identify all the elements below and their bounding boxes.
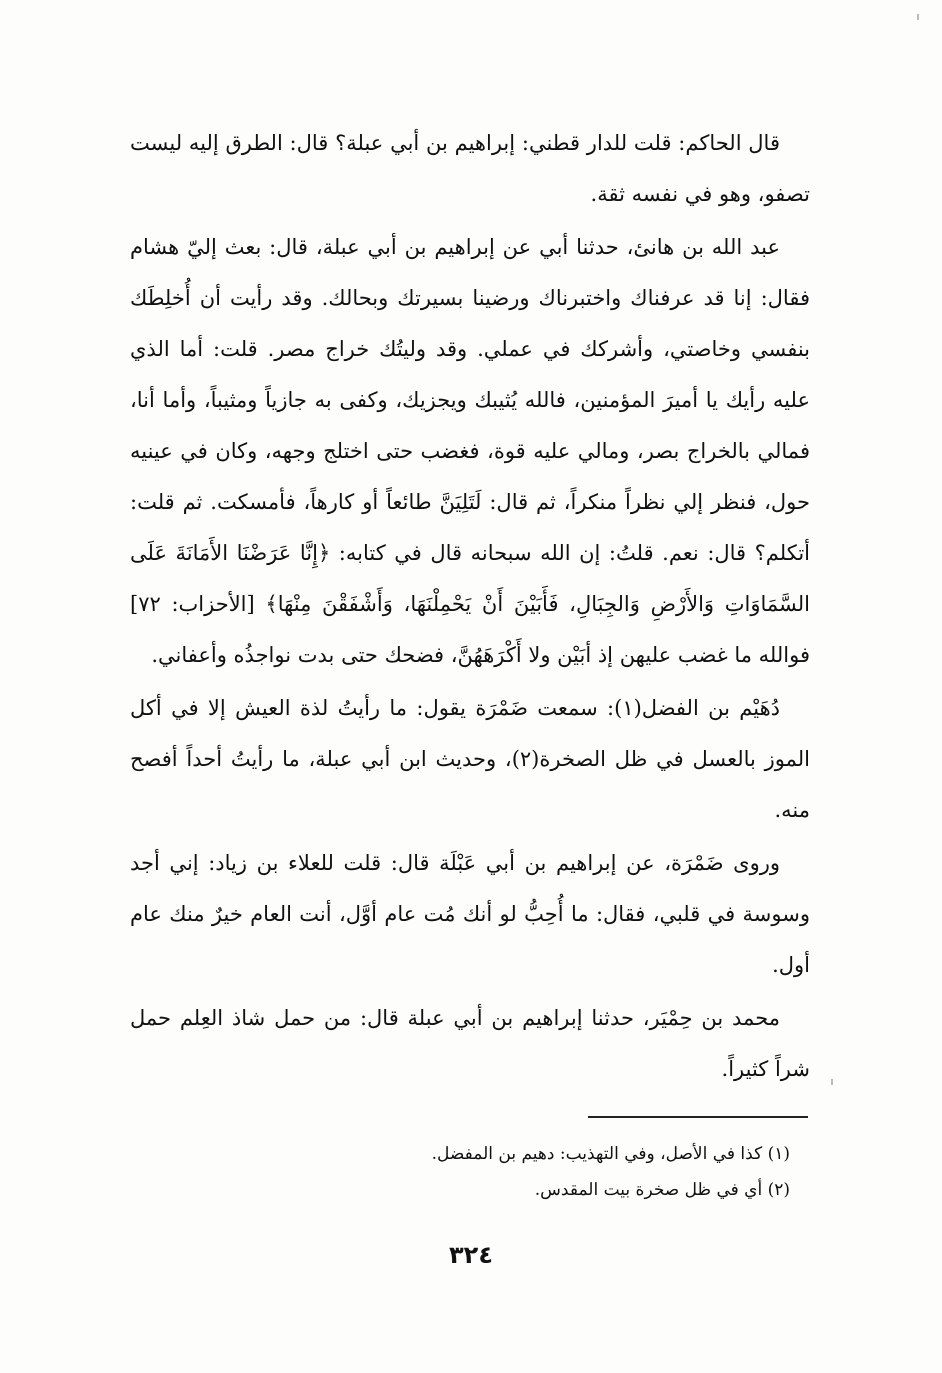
page-number: ٣٢٤	[449, 1241, 493, 1269]
footnote: (٢) أي في ظل صخرة بيت المقدس.	[534, 1180, 790, 1200]
paragraph: وروى ضَمْرَة، عن إبراهيم بن أبي عَبْلَة قال: قلت للعلاء بن زياد: إني أجد وسوسة في قلبي، فقال: ما أُحِبُّ لو أنك مُت عام أوَّل، أنت العام خيرٌ منك عام أول.	[130, 851, 810, 977]
footnote-divider	[588, 1116, 808, 1118]
paragraph: عبد الله بن هانئ، حدثنا أبي عن إبراهيم بن أبي عبلة، قال: بعث إليّ هشام فقال: إنا قد عرفناك واختبرناك ورضينا بسيرتك وبحالك. وقد رأيت أن أُخلِطَك بنفسي وخاصتي، وأشركك في عملي. وقد وليتُك خراج مصر. قلت: أما الذي عليه رأيك يا أميرَ المؤمنين، فالله يُثيبك ويجزيك، وكفى به جازياً ومثيباً، وأما أنا، فمالي بالخراج بصر، ومالي عليه قوة، فغضب حتى اختلج وجهه، وكان في عينيه حول، فنظر إلي نظراً منكراً، ثم قال: لَتَلِيَنَّ طائعاً أو كارهاً، فأمسكت. ثم قلت: أتكلم؟ قال: نعم. قلتُ: إن الله سبحانه قال في كتابه: ﴿إِنَّا عَرَضْنَا الأَمَانَةَ عَلَى السَّمَاوَاتِ وَالأَرْضِ وَالجِبَالِ، فَأَبَيْنَ أَنْ يَحْمِلْنَهَا، وَأَشْفَقْنَ مِنْهَا﴾ [الأحزاب: ٧٢] فوالله ما غضب عليهن إذ أبَيْن ولا أَكْرَهَهُنَّ، فضحك حتى بدت نواجذُه وأعفاني.	[130, 235, 810, 667]
footnotes	[300, 1136, 790, 1208]
scan-speck	[917, 14, 919, 20]
scan-speck	[831, 1079, 833, 1085]
paragraph: دُهَيْم بن الفضل(١): سمعت ضَمْرَة يقول: ما رأيتُ لذة العيش إلا في أكل الموز بالعسل في ظل الصخرة(٢)، وحديث ابن أبي عبلة، ما رأيتُ أحداً أفصح منه.	[130, 696, 810, 822]
main-text	[130, 118, 810, 1095]
paragraph: محمد بن حِمْيَر، حدثنا إبراهيم بن أبي عبلة قال: من حمل شاذ العِلم حمل شراً كثيراً.	[130, 1006, 810, 1081]
paragraph: قال الحاكم: قلت للدار قطني: إبراهيم بن أبي عبلة؟ قال: الطرق إليه ليست تصفو، وهو في نفسه ثقة.	[130, 131, 810, 206]
footnote: (١) كذا في الأصل، وفي التهذيب: دهيم بن المفضل.	[431, 1144, 790, 1164]
